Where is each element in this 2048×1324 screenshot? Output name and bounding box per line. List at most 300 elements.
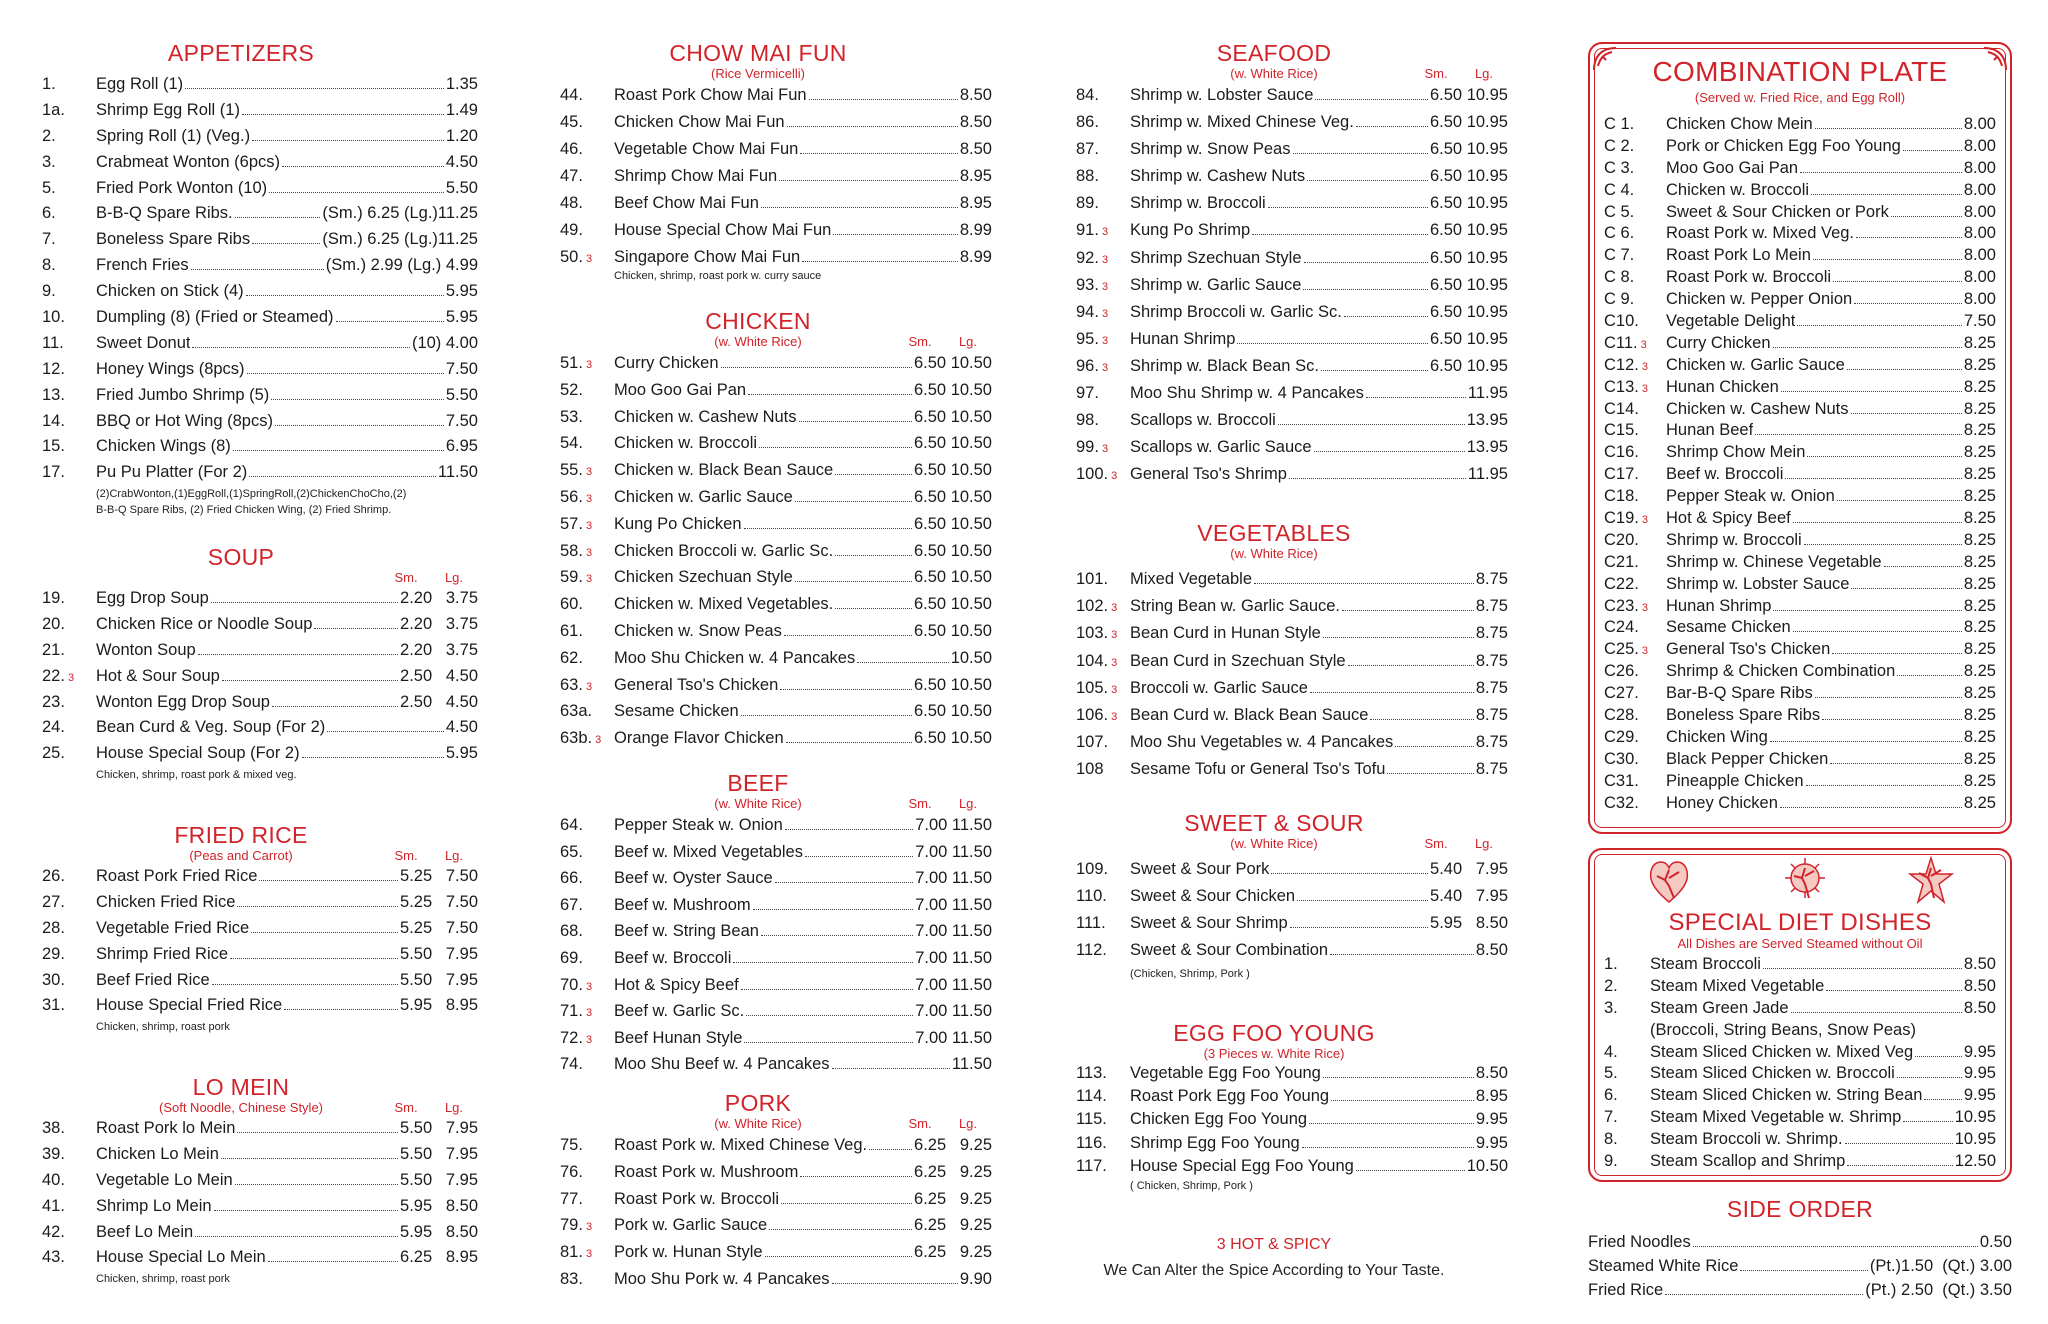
item-price: 6.50 10.50 [914, 729, 992, 748]
dot-leader [1304, 262, 1428, 263]
spice-footer [1076, 1236, 1508, 1280]
item-name: Shrimp Chow Mein [1666, 443, 1806, 462]
dot-leader [744, 528, 913, 529]
menu-item [560, 725, 992, 752]
dancer-heart-icon [1646, 856, 1692, 906]
item-number: 83. [560, 1269, 583, 1288]
dot-leader [222, 680, 398, 681]
item-name: Sweet & Sour Combination [1130, 941, 1329, 959]
dot-leader [211, 602, 398, 603]
item-number: 42. [42, 1222, 65, 1241]
item-number: 11. [42, 333, 64, 352]
menu-item [560, 511, 992, 538]
item-price: 9.95 [1475, 1133, 1508, 1152]
dot-leader [1813, 259, 1962, 260]
item-number: 24. [42, 718, 65, 737]
item-name: Fried Jumbo Shrimp (5) [96, 385, 270, 404]
item-number: C30. [1604, 749, 1639, 768]
dot-leader [314, 628, 398, 629]
item-name: Steam Sliced Chicken w. String Bean [1650, 1086, 1923, 1105]
item-price: 11.50 [951, 1055, 992, 1074]
dot-leader [237, 906, 398, 907]
item-name: Beef Chow Mai Fun [614, 194, 759, 212]
item-price: (Pt.)1.50 (Qt.) 3.00 [1869, 1257, 2012, 1275]
egg-foo-young-subtitle: (3 Pieces w. White Rice) [1203, 1046, 1345, 1061]
item-price: 6.50 10.50 [914, 380, 992, 399]
item-number: 117. [1076, 1156, 1107, 1175]
menu-item [560, 1051, 992, 1078]
item-name: Moo Shu Chicken w. 4 Pancakes [614, 648, 856, 667]
dot-leader [235, 1184, 398, 1185]
item-price: 5.25 7.50 [400, 867, 478, 885]
item-name: Wonton Soup [96, 640, 196, 659]
item-number: 62. [560, 648, 583, 667]
item-price: 6.50 10.50 [914, 675, 992, 694]
item-price: 8.99 [959, 248, 992, 266]
item-price: 2.20 3.75 [400, 640, 478, 659]
item-price: 7.00 11.50 [915, 975, 992, 994]
item-name: Pepper Steak w. Onion [614, 816, 783, 834]
beef-lg-label: Lg. [958, 796, 978, 811]
dot-leader [1755, 434, 1962, 435]
item-number: C 2. [1604, 136, 1635, 155]
dot-leader [1797, 325, 1962, 326]
item-name: Fried Rice [1588, 1281, 1664, 1299]
special-diet-list [1604, 954, 1996, 1173]
menu-item [42, 176, 478, 202]
item-number: 98. [1076, 411, 1099, 430]
dot-leader [1884, 566, 1962, 567]
item-number: C22. [1604, 574, 1639, 593]
dot-leader [833, 234, 958, 235]
menu-item [560, 812, 992, 839]
item-name: Shrimp Egg Foo Young [1130, 1133, 1300, 1152]
vegetables-section [1076, 520, 1508, 784]
item-name: Chicken Broccoli w. Garlic Sc. [614, 541, 834, 560]
menu-item [1604, 180, 1996, 202]
item-price: 6.50 10.50 [914, 541, 992, 560]
dot-leader [1665, 1294, 1863, 1295]
item-name: Shrimp Egg Roll (1) [96, 100, 240, 119]
item-price: 8.25 [1963, 487, 1996, 506]
item-number: 44. [560, 86, 583, 104]
soup-list [42, 586, 478, 767]
menu-item [1076, 380, 1508, 407]
menu-item [42, 741, 478, 767]
menu-item [1076, 856, 1508, 883]
menu-item [1604, 355, 1996, 377]
menu-item [1588, 1230, 2012, 1254]
dot-leader [185, 88, 444, 89]
menu-item [560, 1239, 992, 1266]
item-price: 12.50 [1954, 1152, 1996, 1171]
dot-leader [1278, 424, 1465, 425]
dot-leader [1815, 128, 1962, 129]
dot-leader [753, 909, 914, 910]
dot-leader [809, 99, 958, 100]
item-name: Hunan Shrimp [1666, 596, 1772, 615]
item-number: 19. [42, 589, 65, 607]
item-number: 51. 3 [560, 354, 593, 372]
item-price: 8.75 [1475, 597, 1508, 616]
menu-item [1076, 648, 1508, 675]
item-number: 111. [1076, 914, 1106, 932]
item-name: French Fries [96, 256, 189, 275]
menu-item [560, 892, 992, 919]
item-number: 7. [42, 230, 56, 249]
item-number: C18. [1604, 487, 1639, 506]
menu-item [42, 72, 478, 98]
item-number: 63. 3 [560, 675, 593, 694]
menu-item [1604, 464, 1996, 486]
item-name: Scallops w. Broccoli [1130, 411, 1276, 430]
dot-leader [869, 1149, 912, 1150]
item-name: Hunan Beef [1666, 421, 1754, 440]
combination-title: COMBINATION PLATE [1652, 56, 1948, 87]
menu-item [1604, 114, 1996, 136]
seafood-lg-label: Lg. [1474, 66, 1494, 81]
menu-item [1604, 530, 1996, 552]
item-name: Hot & Sour Soup [96, 666, 220, 685]
menu-item [42, 383, 478, 409]
item-name: Chicken Wing [1666, 727, 1768, 746]
item-price: 5.50 7.95 [400, 944, 478, 963]
dot-leader [1830, 763, 1962, 764]
menu-item [1604, 399, 1996, 421]
item-number: 57. 3 [560, 514, 593, 533]
chow-mai-fun-title: CHOW MAI FUN [669, 40, 847, 66]
dot-leader [1851, 588, 1961, 589]
dot-leader [195, 1236, 398, 1237]
item-number: 70. 3 [560, 975, 593, 994]
item-price: 8.25 [1963, 530, 1996, 549]
menu-item [1076, 299, 1508, 326]
item-price: 8.75 [1475, 705, 1508, 724]
menu-item [42, 409, 478, 435]
lo-mein-list [42, 1116, 478, 1271]
item-price: 2.20 3.75 [400, 614, 478, 633]
menu-item [560, 972, 992, 999]
item-name: Roast Pork lo Mein [96, 1119, 236, 1137]
item-price: 5.50 7.95 [400, 1119, 478, 1137]
sweet-sour-section [1076, 810, 1508, 982]
item-price: 7.00 11.50 [915, 842, 992, 861]
menu-item [42, 993, 478, 1019]
menu-item [1604, 1107, 1996, 1129]
dot-leader [1851, 413, 1962, 414]
menu-item [1076, 217, 1508, 244]
dot-leader [249, 476, 436, 477]
item-price: 1.49 [445, 100, 478, 119]
item-number: 20. [42, 614, 65, 633]
item-price: 8.00 [1963, 290, 1996, 309]
dot-leader [1773, 347, 1962, 348]
menu-item [1604, 289, 1996, 311]
item-number: 10. [42, 308, 65, 327]
item-price: 6.50 10.50 [914, 461, 992, 480]
item-price: 9.95 [1475, 1110, 1508, 1129]
menu-item [42, 98, 478, 124]
item-name: Roast Pork Lo Mein [1666, 246, 1811, 265]
menu-item [1604, 1151, 1996, 1173]
dot-leader [1252, 234, 1428, 235]
item-name: Beef w. Broccoli [1666, 465, 1784, 484]
egg-foo-young-title: EGG FOO YOUNG [1173, 1020, 1375, 1046]
item-number: 25. [42, 744, 65, 763]
item-name: Bean Curd & Veg. Soup (For 2) [96, 718, 326, 737]
dot-leader [1303, 289, 1428, 290]
item-number: C26. [1604, 662, 1639, 681]
item-price: 5.95 [445, 282, 478, 301]
item-number: 8. [42, 256, 56, 275]
dot-leader [802, 261, 958, 262]
item-note: (Broccoli, String Beans, Snow Peas) [1650, 1020, 1916, 1039]
hot-spicy-marker: 3 [585, 466, 593, 479]
item-name: Roast Pork Egg Foo Young [1130, 1087, 1330, 1106]
item-number: 1. [1604, 955, 1618, 973]
item-number: 67. [560, 895, 583, 914]
dot-leader [191, 269, 324, 270]
item-price: 8.25 [1963, 749, 1996, 768]
menu-item [1076, 326, 1508, 353]
dot-leader [1833, 281, 1962, 282]
item-number: C20. [1604, 530, 1639, 549]
item-price: 8.25 [1963, 684, 1996, 703]
item-number: C19. 3 [1604, 509, 1648, 528]
item-price: 7.50 [445, 359, 478, 378]
hot-spicy-marker: 3 [585, 1007, 593, 1020]
item-number: 9. [42, 282, 56, 301]
hot-spicy-marker: 3 [1101, 280, 1109, 293]
dot-leader [221, 1158, 398, 1159]
dot-leader [759, 447, 912, 448]
item-name: Hunan Shrimp [1130, 329, 1236, 348]
dot-leader [1323, 1077, 1474, 1078]
dot-leader [327, 731, 444, 732]
menu-item [1604, 1042, 1996, 1064]
item-price: 8.00 [1963, 158, 1996, 177]
item-name: Shrimp Lo Mein [96, 1196, 212, 1215]
item-name: Mixed Vegetable [1130, 570, 1253, 588]
dot-leader [1237, 343, 1428, 344]
menu-item [42, 586, 478, 612]
sweet-sour-title: SWEET & SOUR [1184, 810, 1364, 836]
vegetables-subtitle: (w. White Rice) [1230, 546, 1318, 561]
item-number: 2. [42, 126, 56, 145]
menu-item [1076, 353, 1508, 380]
special-diet-title: SPECIAL DIET DISHES [1668, 909, 1932, 936]
hot-spicy-marker: 3 [1111, 656, 1118, 669]
item-name: Bean Curd in Hunan Style [1130, 624, 1321, 643]
menu-item [42, 357, 478, 383]
menu-item [560, 190, 992, 217]
item-price: 8.25 [1963, 596, 1996, 615]
dot-leader [1903, 150, 1962, 151]
item-number: 108 [1076, 760, 1104, 779]
item-number: 114. [1076, 1087, 1107, 1106]
item-number: 54. [560, 434, 583, 453]
item-price: 9.90 [959, 1269, 992, 1288]
item-price: 8.25 [1963, 771, 1996, 790]
item-price: 8.75 [1475, 570, 1508, 588]
menu-item [42, 864, 478, 890]
item-number: 26. [42, 867, 65, 885]
item-number: 76. [560, 1162, 583, 1181]
dot-leader [1811, 194, 1962, 195]
menu-item [1076, 407, 1508, 434]
item-number: 2. [1604, 976, 1618, 995]
item-price: 7.50 [445, 411, 478, 430]
menu-item [1076, 620, 1508, 647]
item-name: Honey Chicken [1666, 793, 1778, 812]
item-price: 6.25 9.25 [914, 1216, 992, 1235]
menu-item [1076, 566, 1508, 593]
item-price: 6.50 10.95 [1430, 140, 1508, 159]
item-price: 9.95 [1963, 1064, 1996, 1083]
item-number: 113. [1076, 1064, 1107, 1082]
item-name: Sweet & Sour Shrimp [1130, 914, 1288, 932]
item-number: C23. 3 [1604, 596, 1648, 615]
item-price: 8.00 [1963, 136, 1996, 155]
item-number: 65. [560, 842, 583, 861]
item-name: Beef w. Oyster Sauce [614, 869, 773, 888]
dot-leader [1897, 1077, 1962, 1078]
item-name: Shrimp w. Chinese Vegetable [1666, 552, 1882, 571]
item-name: Sesame Chicken [614, 702, 739, 721]
hot-spicy-marker: 3 [1641, 382, 1648, 395]
hot-spicy-marker: 3 [585, 253, 593, 265]
menu-item [1604, 1129, 1996, 1151]
dot-leader [1290, 927, 1428, 928]
item-number: C 3. [1604, 158, 1635, 177]
dot-leader [212, 984, 398, 985]
item-name: Fried Noodles [1588, 1233, 1691, 1251]
item-price: 8.75 [1475, 733, 1508, 752]
hot-spicy-marker: 3 [1641, 514, 1648, 527]
dot-leader [1693, 1246, 1978, 1247]
item-name: Singapore Chow Mai Fun [614, 248, 801, 266]
dot-leader [1806, 785, 1962, 786]
item-number: 21. [42, 640, 65, 659]
item-price: 8.00 [1963, 246, 1996, 265]
item-price: 9.95 [1963, 1086, 1996, 1105]
item-price: 7.00 11.50 [915, 895, 992, 914]
item-number: 29. [42, 944, 65, 963]
item-number: 47. [560, 167, 583, 185]
item-name: Chicken Rice or Noodle Soup [96, 614, 313, 633]
item-number: 96. 3 [1076, 356, 1109, 375]
menu-item [1604, 639, 1996, 661]
item-price: 6.25 8.95 [400, 1248, 478, 1267]
menu-item [560, 404, 992, 431]
item-price: 8.95 [1475, 1087, 1508, 1106]
soup-lg-label: Lg. [444, 570, 464, 585]
item-name: Sesame Tofu or General Tso's Tofu [1130, 760, 1386, 779]
hot-spicy-marker: 3 [585, 546, 593, 559]
item-number: 41. [42, 1196, 65, 1215]
fried-rice-sm-label: Sm. [394, 848, 418, 863]
menu-item [1076, 883, 1508, 910]
item-price: 8.75 [1475, 678, 1508, 697]
appetizers-note-1: (2)CrabWonton,(1)EggRoll,(1)SpringRoll,(2)ChickenChoCho,(2) [96, 488, 407, 501]
item-name: Beef Hunan Style [614, 1028, 743, 1047]
lo-mein-sm-label: Sm. [394, 1100, 418, 1115]
lo-mein-lg-label: Lg. [444, 1100, 464, 1115]
item-number: 109. [1076, 860, 1109, 878]
item-number: 23. [42, 692, 65, 711]
menu-item [560, 484, 992, 511]
item-name: Curry Chicken [614, 354, 719, 372]
item-price: 5.40 7.95 [1430, 887, 1508, 905]
item-number: 12. [42, 359, 65, 378]
fried-rice-subtitle: (Peas and Carrot) [189, 848, 293, 863]
item-price: 8.25 [1963, 377, 1996, 396]
item-price: 6.25 9.25 [914, 1189, 992, 1208]
dancer-sun-icon [1780, 856, 1830, 906]
dot-leader [1924, 1099, 1961, 1100]
dot-leader [1293, 153, 1429, 154]
item-number: C28. [1604, 706, 1639, 725]
item-number: C17. [1604, 465, 1639, 484]
item-number: C15. [1604, 421, 1639, 440]
item-name: Roast Pork w. Mixed Chinese Veg. [614, 1136, 868, 1154]
item-number: C 9. [1604, 290, 1635, 309]
item-price: 13.95 [1466, 411, 1508, 430]
item-price: 8.25 [1963, 574, 1996, 593]
menu-item [560, 109, 992, 136]
hot-spicy-marker: 3 [585, 359, 593, 371]
dot-leader [1348, 665, 1474, 666]
item-number: C29. [1604, 727, 1639, 746]
beef-subtitle: (w. White Rice) [714, 796, 802, 811]
item-name: Steam Sliced Chicken w. Mixed Veg [1650, 1042, 1914, 1061]
fried-rice-note: Chicken, shrimp, roast pork [96, 1021, 230, 1034]
item-name: Chicken Szechuan Style [614, 568, 793, 587]
item-price: 2.50 4.50 [400, 692, 478, 711]
item-number: 87. [1076, 140, 1099, 159]
item-number: C27. [1604, 684, 1639, 703]
item-name: Beef Lo Mein [96, 1222, 194, 1241]
item-name: Sesame Chicken [1666, 618, 1791, 637]
item-name: Chicken Lo Mein [96, 1144, 219, 1163]
menu-item [42, 612, 478, 638]
dot-leader [835, 608, 912, 609]
dot-leader [761, 935, 913, 936]
dot-leader [230, 958, 398, 959]
item-price: 5.25 7.50 [400, 918, 478, 937]
dot-leader [1356, 1170, 1465, 1171]
menu-item [560, 377, 992, 404]
item-number: 68. [560, 922, 583, 941]
menu-item [1076, 245, 1508, 272]
menu-item [560, 698, 992, 725]
item-name: Chicken Fried Rice [96, 892, 236, 911]
fried-rice-list [42, 864, 478, 1019]
dot-leader [761, 207, 958, 208]
item-name: Sweet & Sour Pork [1130, 860, 1270, 878]
menu-item [1076, 461, 1508, 488]
side-order-title: SIDE ORDER [1726, 1196, 1874, 1222]
item-name: Beef w. Mixed Vegetables [614, 842, 803, 861]
item-number: 40. [42, 1170, 65, 1189]
item-name: Pork w. Hunan Style [614, 1243, 763, 1262]
dot-leader [233, 450, 444, 451]
dot-leader [252, 140, 444, 141]
menu-item [1076, 136, 1508, 163]
item-price: 8.25 [1963, 662, 1996, 681]
dot-leader [744, 1042, 913, 1043]
item-name: Sweet Donut [96, 333, 191, 352]
